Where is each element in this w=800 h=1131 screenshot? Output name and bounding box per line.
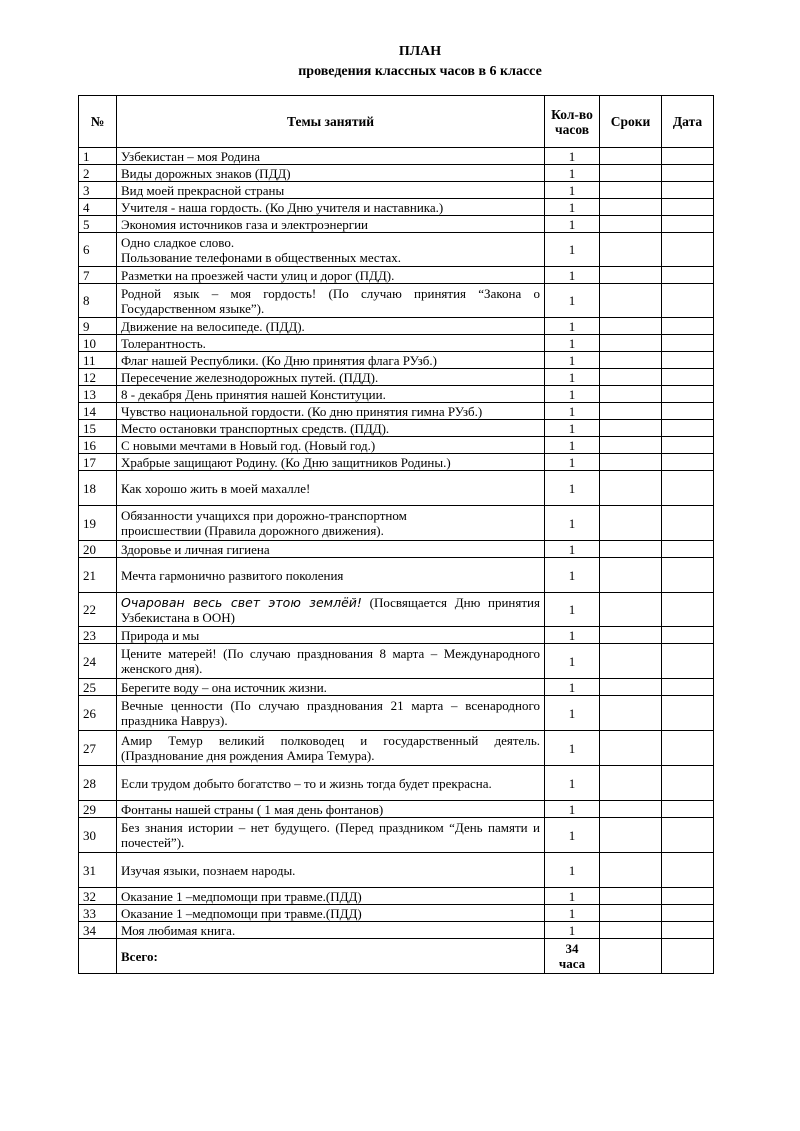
row-number: 5	[79, 216, 117, 233]
document-subtitle: проведения классных часов в 6 классе	[298, 64, 542, 79]
row-term-cell	[600, 437, 662, 454]
row-term-cell	[600, 335, 662, 352]
row-topic: Изучая языки, познаем народы.	[117, 853, 545, 888]
row-number: 27	[79, 731, 117, 766]
row-number: 16	[79, 437, 117, 454]
row-topic: Толерантность.	[117, 335, 545, 352]
row-number: 17	[79, 454, 117, 471]
row-hours: 1	[545, 801, 600, 818]
row-number: 23	[79, 627, 117, 644]
row-hours: 1	[545, 506, 600, 541]
row-hours: 1	[545, 437, 600, 454]
header-date: Дата	[662, 96, 714, 148]
row-number: 18	[79, 471, 117, 506]
row-date-cell	[662, 318, 714, 335]
row-topic: Храбрые защищают Родину. (Ко Дню защитников Родины.)	[117, 454, 545, 471]
row-number: 3	[79, 182, 117, 199]
row-topic	[117, 233, 545, 267]
row-topic: Без знания истории – нет будущего. (Перед праздником “День памяти и почестей”).	[117, 818, 545, 853]
row-hours: 1	[545, 386, 600, 403]
row-date-cell	[662, 558, 714, 593]
table-row	[79, 558, 714, 593]
row-date-cell	[662, 766, 714, 801]
row-topic: Флаг нашей Республики. (Ко Дню принятия флага РУзб.)	[117, 352, 545, 369]
table-row	[79, 506, 714, 541]
row-term-cell	[600, 593, 662, 627]
row-date-cell	[662, 679, 714, 696]
table-row	[79, 644, 714, 679]
row-term-cell	[600, 233, 662, 267]
row-term-cell	[600, 216, 662, 233]
row-number: 2	[79, 165, 117, 182]
table-row	[79, 905, 714, 922]
row-topic-line: Обязанности учащихся при дорожно-транспортном	[121, 508, 407, 523]
row-hours: 1	[545, 541, 600, 558]
row-topic: Вечные ценности (По случаю празднования 21 марта – всенародного праздника Навруз).	[117, 696, 545, 731]
row-topic	[117, 593, 545, 627]
row-date-cell	[662, 888, 714, 905]
row-hours: 1	[545, 593, 600, 627]
row-term-cell	[600, 403, 662, 420]
table-row	[79, 888, 714, 905]
row-hours: 1	[545, 731, 600, 766]
row-topic: С новыми мечтами в Новый год. (Новый год.)	[117, 437, 545, 454]
row-number: 22	[79, 593, 117, 627]
row-topic-line: происшествии (Правила дорожного движения).	[121, 523, 384, 538]
row-date-cell	[662, 335, 714, 352]
row-number: 19	[79, 506, 117, 541]
row-date-cell	[662, 148, 714, 165]
row-term-cell	[600, 818, 662, 853]
row-number: 7	[79, 267, 117, 284]
row-hours: 1	[545, 888, 600, 905]
row-number: 25	[79, 679, 117, 696]
row-topic: Мечта гармонично развитого поколения	[117, 558, 545, 593]
total-label: Всего:	[117, 939, 545, 974]
row-date-cell	[662, 267, 714, 284]
row-number: 26	[79, 696, 117, 731]
row-term-cell	[600, 627, 662, 644]
row-term-cell	[600, 853, 662, 888]
row-topic: Движение на велосипеде. (ПДД).	[117, 318, 545, 335]
row-number: 11	[79, 352, 117, 369]
row-term-cell	[600, 541, 662, 558]
total-row	[79, 939, 714, 974]
row-term-cell	[600, 284, 662, 318]
row-term-cell	[600, 471, 662, 506]
row-term-cell	[600, 165, 662, 182]
row-date-cell	[662, 593, 714, 627]
table-row	[79, 403, 714, 420]
row-hours: 1	[545, 905, 600, 922]
document-title: ПЛАН	[398, 44, 442, 59]
header-term: Сроки	[600, 96, 662, 148]
row-topic: Родной язык – моя гордость! (По случаю принятия “Закона о Государственном языке”).	[117, 284, 545, 318]
row-hours: 1	[545, 284, 600, 318]
row-hours: 1	[545, 233, 600, 267]
table-row	[79, 267, 714, 284]
row-topic: Фонтаны нашей страны ( 1 мая день фонтанов)	[117, 801, 545, 818]
row-hours: 1	[545, 679, 600, 696]
row-date-cell	[662, 437, 714, 454]
row-date-cell	[662, 922, 714, 939]
row-topic-rest: (Посвящается Дню принятия Узбекистана в ООН)	[121, 594, 540, 625]
row-number: 34	[79, 922, 117, 939]
row-number: 4	[79, 199, 117, 216]
table-row	[79, 233, 714, 267]
row-topic: 8 - декабря День принятия нашей Конституции.	[117, 386, 545, 403]
row-date-cell	[662, 165, 714, 182]
row-hours: 1	[545, 818, 600, 853]
row-hours: 1	[545, 766, 600, 801]
row-term-cell	[600, 386, 662, 403]
row-date-cell	[662, 818, 714, 853]
row-date-cell	[662, 696, 714, 731]
row-hours: 1	[545, 922, 600, 939]
row-date-cell	[662, 454, 714, 471]
row-term-cell	[600, 318, 662, 335]
row-hours: 1	[545, 696, 600, 731]
row-date-cell	[662, 420, 714, 437]
row-topic: Место остановки транспортных средств. (ПДД).	[117, 420, 545, 437]
row-topic: Чувство национальной гордости. (Ко дню принятия гимна РУзб.)	[117, 403, 545, 420]
row-date-cell	[662, 471, 714, 506]
row-topic: Оказание 1 –медпомощи при травме.(ПДД)	[117, 888, 545, 905]
row-hours: 1	[545, 318, 600, 335]
row-date-cell	[662, 939, 714, 974]
table-row	[79, 369, 714, 386]
row-hours: 1	[545, 644, 600, 679]
row-topic: Учителя - наша гордость. (Ко Дню учителя и наставника.)	[117, 199, 545, 216]
row-date-cell	[662, 905, 714, 922]
row-topic: Здоровье и личная гигиена	[117, 541, 545, 558]
row-topic: Природа и мы	[117, 627, 545, 644]
table-row	[79, 922, 714, 939]
total-value-number: 34	[565, 941, 579, 956]
row-topic: Если трудом добыто богатство – то и жизнь тогда будет прекрасна.	[117, 766, 545, 801]
row-number: 21	[79, 558, 117, 593]
row-term-cell	[600, 731, 662, 766]
row-term-cell	[600, 766, 662, 801]
row-hours: 1	[545, 267, 600, 284]
row-term-cell	[600, 369, 662, 386]
row-term-cell	[600, 454, 662, 471]
row-hours: 1	[545, 627, 600, 644]
row-topic: Амир Темур великий полководец и государственный деятель. (Празднование дня рождения Амира Темура).	[117, 731, 545, 766]
table-row	[79, 593, 714, 627]
row-hours: 1	[545, 335, 600, 352]
row-number: 31	[79, 853, 117, 888]
row-number: 24	[79, 644, 117, 679]
row-hours: 1	[545, 369, 600, 386]
table-row	[79, 284, 714, 318]
row-hours: 1	[545, 454, 600, 471]
row-number: 9	[79, 318, 117, 335]
row-term-cell	[600, 352, 662, 369]
header-topic: Темы занятий	[117, 96, 545, 148]
row-date-cell	[662, 541, 714, 558]
row-number: 10	[79, 335, 117, 352]
row-hours: 1	[545, 471, 600, 506]
row-hours: 1	[545, 403, 600, 420]
row-hours: 1	[545, 182, 600, 199]
row-number: 13	[79, 386, 117, 403]
row-date-cell	[662, 216, 714, 233]
row-number: 28	[79, 766, 117, 801]
row-number: 15	[79, 420, 117, 437]
row-topic: Виды дорожных знаков (ПДД)	[117, 165, 545, 182]
table-row	[79, 199, 714, 216]
table-row	[79, 454, 714, 471]
row-term-cell	[600, 939, 662, 974]
table-header-row	[79, 96, 714, 148]
row-term-cell	[600, 679, 662, 696]
table-row	[79, 148, 714, 165]
row-date-cell	[662, 627, 714, 644]
row-term-cell	[600, 644, 662, 679]
row-term-cell	[600, 905, 662, 922]
row-term-cell	[600, 420, 662, 437]
row-topic: Узбекистан – моя Родина	[117, 148, 545, 165]
row-term-cell	[600, 199, 662, 216]
row-date-cell	[662, 506, 714, 541]
table-row	[79, 386, 714, 403]
row-term-cell	[600, 558, 662, 593]
table-row	[79, 679, 714, 696]
row-hours: 1	[545, 148, 600, 165]
row-number: 14	[79, 403, 117, 420]
row-number: 30	[79, 818, 117, 853]
table-row	[79, 471, 714, 506]
row-hours: 1	[545, 216, 600, 233]
row-date-cell	[662, 644, 714, 679]
total-num-cell	[79, 939, 117, 974]
row-term-cell	[600, 506, 662, 541]
row-number: 12	[79, 369, 117, 386]
table-row	[79, 335, 714, 352]
row-date-cell	[662, 284, 714, 318]
row-topic: Берегите воду – она источник жизни.	[117, 679, 545, 696]
table-row	[79, 766, 714, 801]
row-number: 6	[79, 233, 117, 267]
row-date-cell	[662, 731, 714, 766]
row-term-cell	[600, 267, 662, 284]
row-hours: 1	[545, 352, 600, 369]
row-term-cell	[600, 182, 662, 199]
row-topic: Цените матерей! (По случаю празднования 8 марта – Международного женского дня).	[117, 644, 545, 679]
row-topic-line: Одно сладкое слово.	[121, 234, 235, 250]
row-term-cell	[600, 696, 662, 731]
table-row	[79, 165, 714, 182]
row-term-cell	[600, 801, 662, 818]
row-hours: 1	[545, 165, 600, 182]
table-row	[79, 216, 714, 233]
row-topic: Пересечение железнодорожных путей. (ПДД).	[117, 369, 545, 386]
row-date-cell	[662, 369, 714, 386]
row-topic	[117, 506, 545, 541]
row-number: 20	[79, 541, 117, 558]
row-term-cell	[600, 888, 662, 905]
row-topic: Как хорошо жить в моей махалле!	[117, 471, 545, 506]
row-date-cell	[662, 403, 714, 420]
table-row	[79, 731, 714, 766]
row-date-cell	[662, 199, 714, 216]
total-value	[545, 939, 600, 974]
row-topic-line: Пользование телефонами в общественных местах.	[121, 249, 402, 265]
row-date-cell	[662, 801, 714, 818]
row-number: 8	[79, 284, 117, 318]
table-row	[79, 801, 714, 818]
header-num: №	[79, 96, 117, 148]
row-hours: 1	[545, 558, 600, 593]
row-topic: Экономия источников газа и электроэнергии	[117, 216, 545, 233]
row-hours: 1	[545, 199, 600, 216]
header-hours: Кол-во часов	[545, 96, 600, 148]
row-number: 29	[79, 801, 117, 818]
row-hours: 1	[545, 420, 600, 437]
table-row	[79, 318, 714, 335]
table-row	[79, 420, 714, 437]
table-row	[79, 352, 714, 369]
table-row	[79, 182, 714, 199]
row-number: 33	[79, 905, 117, 922]
total-value-unit: часа	[558, 956, 586, 971]
row-topic: Разметки на проезжей части улиц и дорог (ПДД).	[117, 267, 545, 284]
row-date-cell	[662, 853, 714, 888]
row-topic: Вид моей прекрасной страны	[117, 182, 545, 199]
row-topic: Оказание 1 –медпомощи при травме.(ПДД)	[117, 905, 545, 922]
row-topic-italic: Очарован весь свет этою землёй!	[121, 594, 362, 610]
row-number: 1	[79, 148, 117, 165]
row-term-cell	[600, 148, 662, 165]
row-topic: Моя любимая книга.	[117, 922, 545, 939]
row-date-cell	[662, 386, 714, 403]
row-date-cell	[662, 182, 714, 199]
table-row	[79, 437, 714, 454]
row-number: 32	[79, 888, 117, 905]
plan-table	[78, 95, 714, 974]
row-hours: 1	[545, 853, 600, 888]
table-row	[79, 627, 714, 644]
row-date-cell	[662, 233, 714, 267]
table-row	[79, 541, 714, 558]
table-row	[79, 696, 714, 731]
row-date-cell	[662, 352, 714, 369]
row-term-cell	[600, 922, 662, 939]
table-row	[79, 818, 714, 853]
table-row	[79, 853, 714, 888]
